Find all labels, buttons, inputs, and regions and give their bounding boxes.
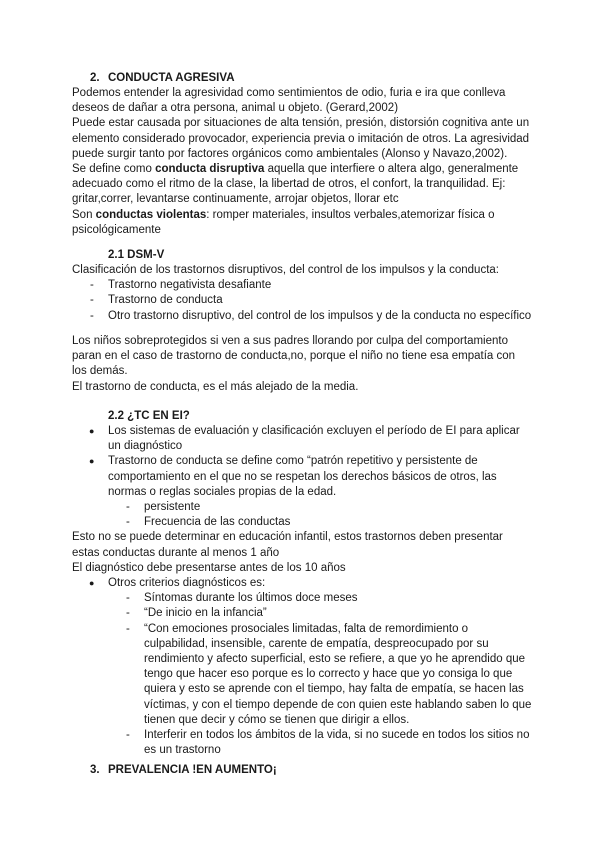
section-2-body xyxy=(72,86,532,238)
bold-term: conductas violentas xyxy=(95,208,207,221)
sub-item: - persistente xyxy=(72,500,532,515)
paragraph: Podemos entender la agresividad como sentimientos de odio, furia e ira que conlleva deseos de dañar a otra persona, animal u objeto. (Gerard,2002) xyxy=(72,87,506,115)
paragraph: El trastorno de conducta, es el más alejado de la media. xyxy=(72,381,359,393)
list-item: - Otro trastorno disruptivo, del control de los impulsos y de la conducta no específico xyxy=(72,309,532,324)
section-title: PREVALENCIA !EN AUMENTO¡ xyxy=(108,764,277,776)
sub-item: - “Con emociones prosociales limitadas, falta de remordimiento o culpabilidad, insensible, carente de empatía, despreocupado por su rendimiento y afecto superficial, esto se refiere, a que yo he aprendido que tengo que hacer eso porque es lo correcto y hace que yo consiga lo que quiera y esto se aprende con el tiempo, hay falta de empatía, se hacen las víctimas, y con el tiempo depende de con quien este hablando saben lo que tienen que decir y cómo se tienen que dirigir a ellos. xyxy=(72,622,532,728)
section-2-2-body xyxy=(72,424,532,758)
paragraph: El diagnóstico debe presentarse antes de los 10 años xyxy=(72,561,346,574)
list-item: - Trastorno negativista desafiante xyxy=(72,278,532,293)
bold-term: conducta disruptiva xyxy=(155,163,265,176)
sub-item: - Síntomas durante los últimos doce meses xyxy=(72,591,532,606)
bullet-item: ● Otros criterios diagnósticos es: xyxy=(72,576,532,591)
section-number: 3. xyxy=(90,764,100,776)
text-span: : romper materiales, insultos verbales,atemorizar física o psicológicamente xyxy=(72,208,495,236)
section-2-2-heading: 2.2 ¿TC EN EI? xyxy=(108,410,190,422)
section-2-1-body xyxy=(72,263,532,324)
paragraph: Puede estar causada por situaciones de alta tensión, presión, distorsión cognitiva ante un elemento considerado provocador, experiencia previa o imitación de otros. La agresividad puede surgir tanto por factores orgánicos como ambientales (Alonso y Navazo,2002). xyxy=(72,117,530,160)
section-2-1-heading: 2.1 DSM-V xyxy=(108,249,165,261)
paragraph: Esto no se puede determinar en educación infantil, estos trastornos deben presentar estas conductas durante al menos 1 año xyxy=(72,531,503,559)
sub-list xyxy=(72,500,532,530)
criteria-list xyxy=(72,424,532,500)
bullet-item: ● Trastorno de conducta se define como “patrón repetitivo y persistente de comportamiento en el que no se respetan los derechos básicos de otros, las normas o reglas sociales propias de la edad. xyxy=(72,454,532,500)
paragraph xyxy=(72,162,532,208)
section-title: CONDUCTA AGRESIVA xyxy=(108,72,235,84)
paragraph: Los niños sobreprotegidos si ven a sus padres llorando por culpa del comportamiento paran en el caso de trastorno de conducta,no, porque el niño no tiene esa empatía con los demás. xyxy=(72,335,516,378)
sub-list xyxy=(72,591,532,758)
text-span: Se define como xyxy=(72,163,156,176)
criteria-list xyxy=(72,576,532,591)
sub-item: - Frecuencia de las conductas xyxy=(72,515,532,530)
section-number: 2. xyxy=(90,72,100,84)
list-item: - Trastorno de conducta xyxy=(72,293,532,308)
text-span: aquella que interfiere o altera algo, generalmente adecuado como el ritmo de la clase, la libertad de otros, el confort, la tranquilidad. Ej: gritar,correr, levantarse continuamente, arrojar objetos, llorar etc xyxy=(72,163,519,206)
paragraph xyxy=(72,208,532,238)
section-2-heading xyxy=(90,71,550,86)
bullet-item: ● Los sistemas de evaluación y clasificación excluyen el período de EI para aplicar un diagnóstico xyxy=(72,424,532,454)
section-3-heading xyxy=(90,763,550,778)
sub-item: - “De inicio en la infancia” xyxy=(72,606,532,621)
dsm-list xyxy=(72,278,532,324)
sub-item: - Interferir en todos los ámbitos de la vida, si no sucede en todos los sitios no es un trastorno xyxy=(72,728,532,758)
paragraph: Clasificación de los trastornos disruptivos, del control de los impulsos y la conducta: xyxy=(72,264,499,276)
text-span: Son xyxy=(72,208,96,221)
